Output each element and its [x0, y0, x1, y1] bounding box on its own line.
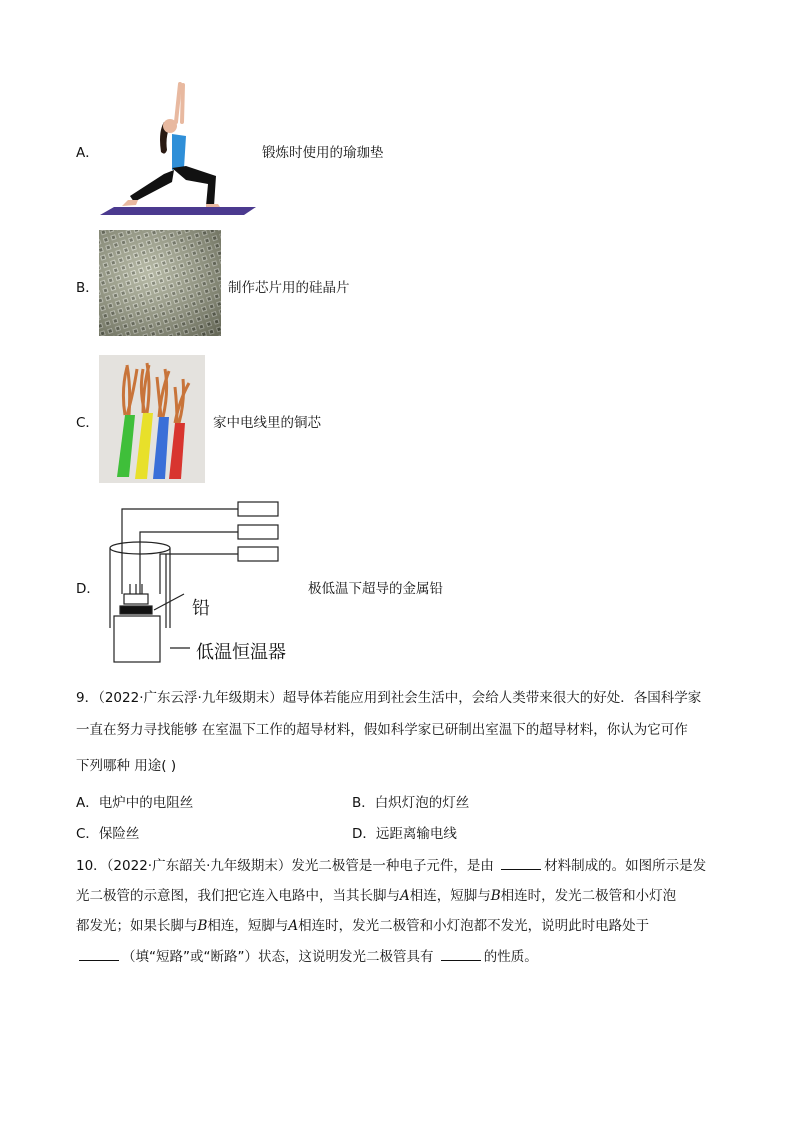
q10-var-b-2: B — [197, 918, 208, 934]
q9-stem-line2: 一直在努力寻找能够 在室温下工作的超导材料，假如科学家已研制出室温下的超导材料，你认为它可作 — [76, 722, 688, 738]
silicon-wafer-image — [99, 230, 221, 336]
q10-text-2b: 相连，短脚与 — [409, 888, 491, 904]
q10-stem-line2 — [76, 884, 676, 904]
q10-text-4b: 的性质。 — [483, 949, 538, 965]
q9-stem-line3: 下列哪种 用途( ) — [76, 758, 177, 774]
q10-text-3a: 都发光；如果长脚与 — [76, 918, 198, 934]
meter-box-1 — [238, 502, 278, 516]
q10-blank-2[interactable] — [79, 948, 119, 961]
option-b-letter: B． — [76, 280, 99, 296]
q10-var-b: B — [490, 888, 501, 904]
q10-var-a-2: A — [288, 918, 299, 934]
q10-stem-line3 — [76, 914, 649, 934]
meter-box-2 — [238, 525, 278, 539]
q9-stem-line1: 9．（2022·广东云浮·九年级期末）超导体若能应用到社会生活中，会给人类带来很大的好处．各国科学家 — [76, 690, 702, 706]
option-b-text: 制作芯片用的硅晶片 — [228, 280, 350, 296]
q10-text-3b: 相连，短脚与 — [207, 918, 289, 934]
q10-text-1a: 10．（2022·广东韶关·九年级期末）发光二极管是一种电子元件，是由 — [76, 858, 499, 874]
q9-option-b: B．白炽灯泡的灯丝 — [352, 795, 470, 811]
lead-label: 铅 — [192, 598, 210, 619]
q10-text-1b: 材料制成的。如图所示是发 — [544, 858, 707, 874]
q10-text-3c: 相连时，发光二极管和小灯泡都不发光，说明此时电路处于 — [298, 918, 650, 934]
option-c-text: 家中电线里的铜芯 — [213, 415, 321, 431]
thermostat-label: 低温恒温器 — [196, 642, 286, 663]
q10-blank-1[interactable] — [501, 857, 541, 870]
q10-stem-line4 — [76, 945, 538, 965]
q10-var-a: A — [400, 888, 410, 904]
option-a-letter: A． — [76, 145, 99, 161]
superconductor-diagram — [100, 498, 304, 666]
yoga-mat-image — [98, 82, 258, 218]
option-d-letter: D． — [76, 581, 100, 597]
meter-box-3 — [238, 547, 278, 561]
q10-blank-3[interactable] — [441, 948, 481, 961]
q10-text-2c: 相连时，发光二极管和小灯泡 — [500, 888, 677, 904]
q10-text-4a: （填“短路”或“断路”）状态，这说明发光二极管具有 — [122, 949, 438, 965]
q9-option-d: D．远距离输电线 — [352, 826, 457, 842]
q10-stem-line1 — [76, 854, 706, 874]
q9-option-c: C．保险丝 — [76, 826, 140, 842]
option-d-text: 极低温下超导的金属铅 — [308, 581, 443, 597]
copper-wire-image — [99, 355, 205, 483]
option-c-letter: C． — [76, 415, 99, 431]
option-a-text: 锻炼时使用的瑜珈垫 — [262, 145, 384, 161]
q10-text-2a: 光二极管的示意图，我们把它连入电路中，当其长脚与 — [76, 888, 400, 904]
q9-option-a: A．电炉中的电阻丝 — [76, 795, 194, 811]
